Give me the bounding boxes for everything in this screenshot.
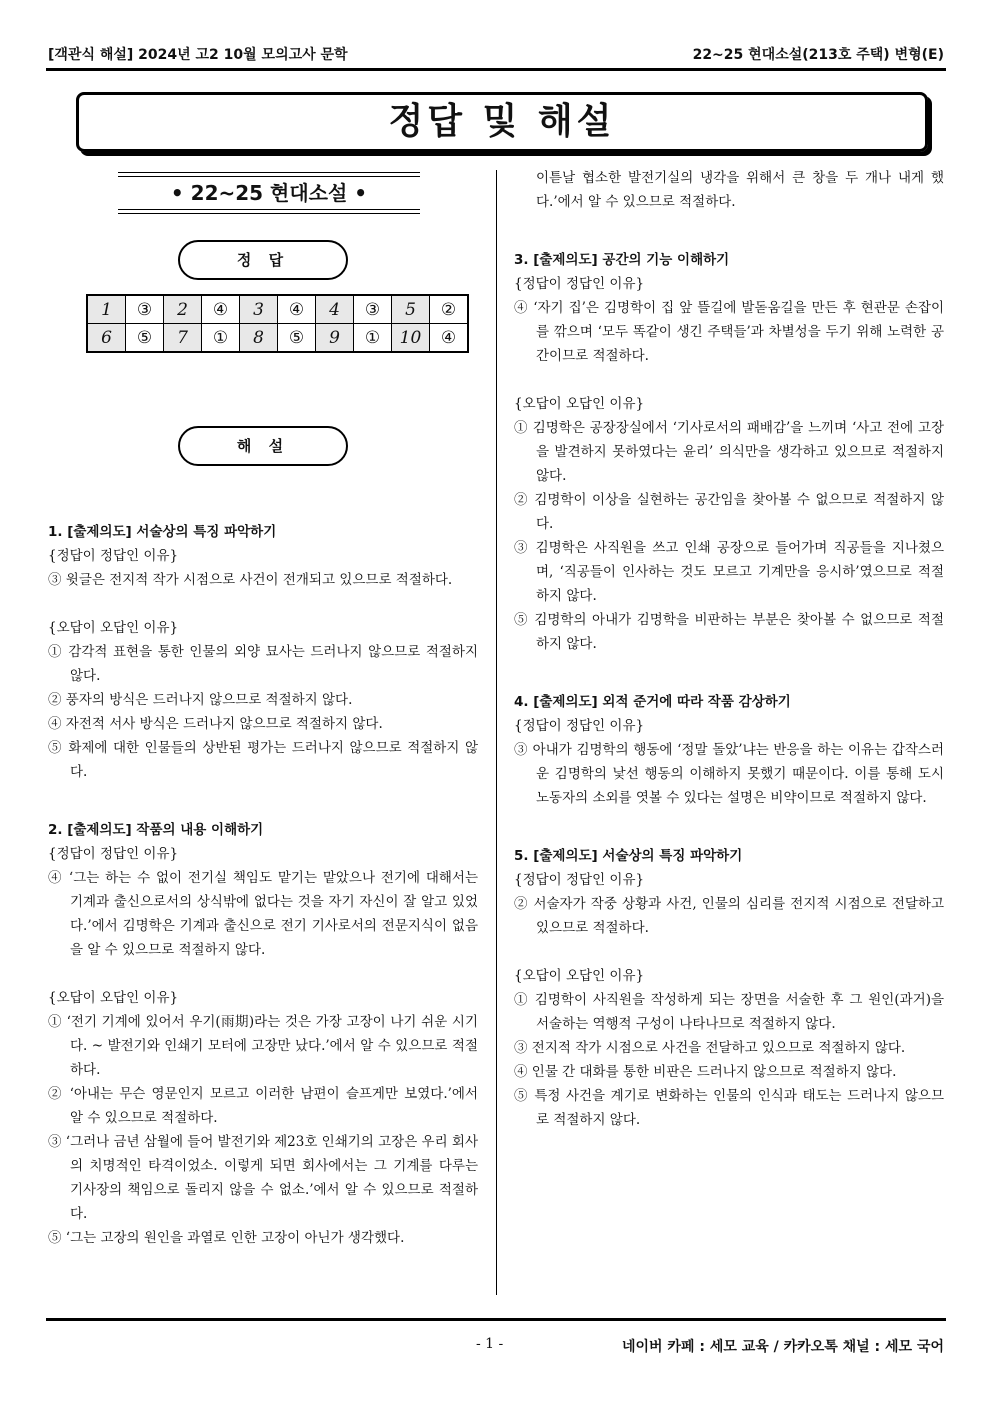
q-number: 9: [316, 324, 354, 353]
q-number: 3: [240, 295, 278, 324]
answer-cell: ③: [126, 295, 164, 324]
q1-correct: ③ 윗글은 전지적 작가 시점으로 사건이 전개되고 있으므로 적절하다.: [48, 572, 453, 588]
q5-wrong-2: ③ 전지적 작가 시점으로 사건을 전달하고 있으므로 적절하지 않다.: [514, 1040, 906, 1056]
q2-correct: ④ ‘그는 하는 수 없이 전기실 책임도 맡기는 맡았으나 전기에 대해서는 기계과 출신으로서의 상식밖에 없다는 것을 자기 자신이 잘 알고 있었다.’에서 김명학은 기계과 출신으로 전기 기사로서의 전문지식이 없음을 알 수 있으므로 적절하지 않다.: [48, 870, 478, 958]
section-banner: [118, 172, 420, 214]
explanation-label: 해 설: [178, 426, 348, 466]
header-left: [객관식 해설] 2024년 고2 10월 모의고사 문학: [48, 47, 348, 63]
q3-correct: ④ ‘자기 집’은 김명학이 집 앞 뜰길에 발돋움길을 만든 후 현관문 손잡이를 깎으며 ‘모두 똑같이 생긴 주택들’과 차별성을 두기 위해 노력한 공간이므로 적절하다.: [514, 300, 944, 364]
left-column: [48, 520, 478, 1250]
column-divider: [496, 170, 497, 1295]
header-rule: [46, 68, 946, 71]
q3-wrong-head: {오답이 오답인 이유}: [514, 396, 645, 412]
answer-cell: ①: [354, 324, 392, 353]
q2-wrong-2: ② ‘아내는 무슨 영문인지 모르고 이러한 남편이 슬프게만 보였다.’에서 알 수 있으므로 적절하다.: [48, 1086, 478, 1126]
q-number: 1: [87, 295, 126, 324]
q-number: 6: [87, 324, 126, 353]
q2-wrong-head: {오답이 오답인 이유}: [48, 990, 179, 1006]
q-number: 4: [316, 295, 354, 324]
q5-correct-head: {정답이 정답인 이유}: [514, 872, 645, 888]
q-number: 5: [392, 295, 430, 324]
q-number: 2: [164, 295, 202, 324]
q5-correct: ② 서술자가 작중 상황과 사건, 인물의 심리를 전지적 시점으로 전달하고 있으므로 적절하다.: [514, 896, 944, 936]
answer-cell: ⑤: [126, 324, 164, 353]
q2-continuation: 이튿날 협소한 발전기실의 냉각을 위해서 큰 창을 두 개나 내게 했다.’에서 알 수 있으므로 적절하다.: [536, 170, 944, 210]
q1-wrong-3: ④ 자전적 서사 방식은 드러나지 않으므로 적절하지 않다.: [48, 716, 383, 732]
q5-title: 5. [출제의도] 서술상의 특징 파악하기: [514, 848, 743, 864]
q4-title: 4. [출제의도] 외적 준거에 따라 작품 감상하기: [514, 694, 791, 710]
footer-credit: 네이버 카페 : 세모 교육 / 카카오톡 채널 : 세모 국어: [621, 1339, 944, 1355]
section-title: • 22~25 현대소설 •: [170, 181, 368, 205]
q2-title: 2. [출제의도] 작품의 내용 이해하기: [48, 822, 264, 838]
answer-cell: ②: [430, 295, 469, 324]
q-number: 10: [392, 324, 430, 353]
q2-wrong-1: ① ‘전기 기계에 있어서 우기(雨期)라는 것은 가장 고장이 나기 쉬운 시기다. ~ 발전기와 인쇄기 모터에 고장만 났다.’에서 알 수 있으므로 적절하다.: [48, 1014, 478, 1078]
q3-wrong-4: ⑤ 김명학의 아내가 김명학을 비판하는 부분은 찾아볼 수 없으므로 적절하지 않다.: [514, 612, 944, 652]
q5-wrong-head: {오답이 오답인 이유}: [514, 968, 645, 984]
q3-wrong-1: ① 김명학은 공장장실에서 ‘기사로서의 패배감’을 느끼며 ‘사고 전에 고장을 발견하지 못하였다는 윤리’ 의식만을 생각하고 있으므로 적절하지 않다.: [514, 420, 944, 484]
q-number: 8: [240, 324, 278, 353]
q3-correct-head: {정답이 정답인 이유}: [514, 276, 645, 292]
q2-wrong-4: ⑤ ‘그는 고장의 원인을 과열로 인한 고장이 아닌가 생각했다.: [48, 1230, 405, 1246]
q4-correct: ③ 아내가 김명학의 행동에 ‘정말 돌았’냐는 반응을 하는 이유는 갑작스러운 김명학의 낯선 행동의 이해하지 못했기 때문이다. 이를 통해 도시 노동자의 소외를 엿볼 수 있다는 설명은 비약이므로 적절하지 않다.: [514, 742, 944, 806]
answer-cell: ④: [278, 295, 316, 324]
answer-cell: ④: [202, 295, 240, 324]
q5-wrong-3: ④ 인물 간 대화를 통한 비판은 드러나지 않으므로 적절하지 않다.: [514, 1064, 897, 1080]
header-right: 22~25 현대소설(213호 주택) 변형(E): [692, 47, 944, 63]
q1-wrong-2: ② 풍자의 방식은 드러나지 않으므로 적절하지 않다.: [48, 692, 353, 708]
answer-row: [87, 324, 468, 353]
answer-cell: ⑤: [278, 324, 316, 353]
q1-correct-head: {정답이 정답인 이유}: [48, 548, 179, 564]
answer-table: [86, 294, 469, 353]
q3-title: 3. [출제의도] 공간의 기능 이해하기: [514, 252, 730, 268]
footer-rule: [46, 1318, 946, 1321]
q1-wrong-head: {오답이 오답인 이유}: [48, 620, 179, 636]
q3-wrong-3: ③ 김명학은 사직원을 쓰고 인쇄 공장으로 들어가며 직공들을 지나쳤으며, ‘직공들이 인사하는 것도 모르고 기계만을 응시하’였으므로 적절하지 않다.: [514, 540, 944, 604]
page-number: - 1 -: [476, 1336, 504, 1352]
q1-wrong-4: ⑤ 화제에 대한 인물들의 상반된 평가는 드러나지 않으므로 적절하지 않다.: [48, 740, 478, 780]
answer-row: [87, 295, 468, 324]
right-column: [514, 166, 944, 1132]
q5-wrong-4: ⑤ 특정 사건을 계기로 변화하는 인물의 인식과 태도는 드러나지 않으므로 적절하지 않다.: [514, 1088, 944, 1128]
q2-correct-head: {정답이 정답인 이유}: [48, 846, 179, 862]
page-title: 정답 및 해설: [76, 92, 928, 152]
answer-cell: ③: [354, 295, 392, 324]
q3-wrong-2: ② 김명학이 이상을 실현하는 공간임을 찾아볼 수 없으므로 적절하지 않다.: [514, 492, 944, 532]
q2-wrong-3: ③ ‘그러나 금년 삼월에 들어 발전기와 제23호 인쇄기의 고장은 우리 회사의 치명적인 타격이었소. 이렇게 되면 회사에서는 그 기계를 다루는 기사장의 책임으로 돌리지 않을 수 없소.’에서 알 수 있으므로 적절하다.: [48, 1134, 478, 1222]
answer-cell: ①: [202, 324, 240, 353]
q-number: 7: [164, 324, 202, 353]
q5-wrong-1: ① 김명학이 사직원을 작성하게 되는 장면을 서술한 후 그 원인(과거)을 서술하는 역행적 구성이 나타나므로 적절하지 않다.: [514, 992, 944, 1032]
answer-cell: ④: [430, 324, 469, 353]
q1-wrong-1: ① 감각적 표현을 통한 인물의 외양 묘사는 드러나지 않으므로 적절하지 않다.: [48, 644, 478, 684]
q4-correct-head: {정답이 정답인 이유}: [514, 718, 645, 734]
q1-title: 1. [출제의도] 서술상의 특징 파악하기: [48, 524, 277, 540]
answer-label: 정 답: [178, 240, 348, 280]
